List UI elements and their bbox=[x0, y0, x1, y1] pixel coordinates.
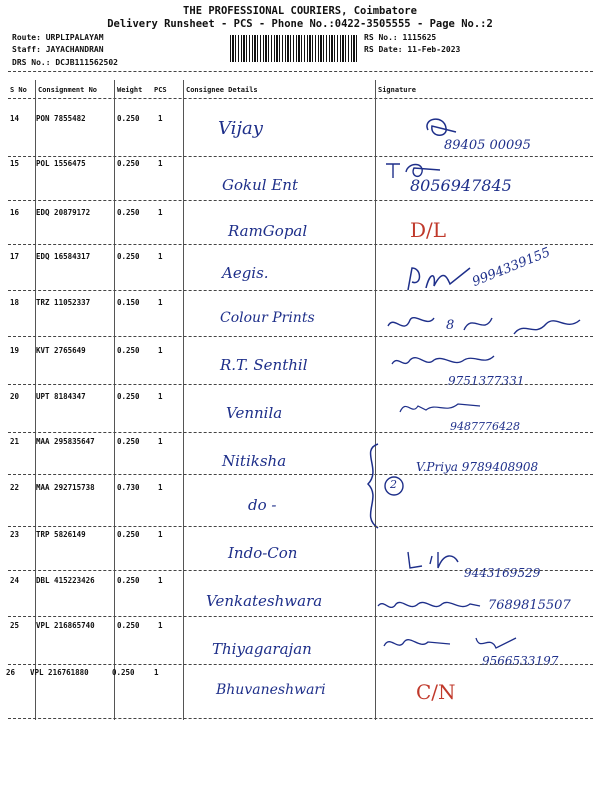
row-pcs: 1 bbox=[158, 298, 163, 307]
row-consignment: MAA 292715738 bbox=[36, 483, 95, 492]
row-pcs: 1 bbox=[158, 621, 163, 630]
column-line bbox=[114, 80, 115, 720]
signature-phone: 9566533197 bbox=[482, 654, 559, 668]
signature-mark: D/L bbox=[410, 218, 447, 242]
row-weight: 0.250 bbox=[117, 159, 140, 168]
signature-phone: 89405 00095 bbox=[444, 138, 531, 153]
row-sno: 17 bbox=[10, 252, 20, 261]
row-divider bbox=[8, 384, 593, 385]
column-header-consignee: Consignee Details bbox=[186, 86, 258, 94]
signature-mark: C/N bbox=[416, 680, 456, 704]
signature-phone: 9994339155 bbox=[470, 245, 553, 290]
row-divider bbox=[8, 570, 593, 571]
signature-phone: 9751377331 bbox=[448, 374, 525, 388]
row-pcs: 1 bbox=[158, 483, 163, 492]
signature-scribble bbox=[380, 632, 520, 656]
row-weight: 0.250 bbox=[117, 114, 140, 123]
column-header-signature: Signature bbox=[378, 86, 416, 94]
row-consignment: KVT 2765649 bbox=[36, 346, 86, 355]
row-consignment: MAA 295835647 bbox=[36, 437, 95, 446]
signature-phone: 8056947845 bbox=[410, 176, 512, 195]
rs-date: RS Date: 11-Feb-2023 bbox=[364, 45, 461, 54]
column-line bbox=[183, 80, 184, 720]
row-divider bbox=[8, 336, 593, 337]
row-divider bbox=[8, 474, 593, 475]
row-weight: 0.730 bbox=[117, 483, 140, 492]
row-consignment: VPL 216761880 bbox=[30, 668, 89, 677]
consignee-name: Aegis. bbox=[222, 264, 269, 282]
row-pcs: 1 bbox=[158, 208, 163, 217]
consignee-name: Bhuvaneshwari bbox=[216, 682, 326, 698]
row-divider bbox=[8, 244, 593, 245]
row-pcs: 1 bbox=[158, 437, 163, 446]
consignee-name: Venkateshwara bbox=[206, 592, 323, 610]
consignee-name: Nitiksha bbox=[222, 452, 287, 470]
drs-number: DRS No.: DCJB111562502 bbox=[12, 58, 118, 67]
signature-scribble bbox=[404, 548, 464, 572]
column-header-consignment: Consignment No bbox=[38, 86, 98, 94]
brace-mark bbox=[358, 440, 418, 532]
row-divider bbox=[8, 664, 593, 665]
row-divider bbox=[8, 156, 593, 157]
row-divider bbox=[8, 616, 593, 617]
row-weight: 0.250 bbox=[117, 530, 140, 539]
column-header-sno: S No bbox=[10, 86, 27, 94]
signature-scribble bbox=[384, 308, 584, 344]
route-label: Route: URPLIPALAYAM bbox=[12, 33, 104, 42]
row-weight: 0.250 bbox=[117, 392, 140, 401]
row-divider bbox=[8, 718, 593, 719]
company-name: THE PROFESSIONAL COURIERS, Coimbatore bbox=[183, 5, 417, 17]
consignee-name: Indo-Con bbox=[228, 544, 298, 562]
row-pcs: 1 bbox=[158, 252, 163, 261]
row-weight: 0.250 bbox=[117, 252, 140, 261]
runsheet-title: Delivery Runsheet - PCS - Phone No.:0422-3505555 - Page No.:2 bbox=[107, 18, 493, 30]
signature-scribble bbox=[376, 596, 486, 616]
row-sno: 22 bbox=[10, 483, 20, 492]
row-sno: 21 bbox=[10, 437, 20, 446]
signature-phone: V.Priya 9789408908 bbox=[416, 460, 539, 474]
column-header-weight: Weight bbox=[117, 86, 143, 94]
signature-scribble bbox=[420, 112, 460, 142]
row-consignment: POL 1556475 bbox=[36, 159, 86, 168]
row-sno: 16 bbox=[10, 208, 20, 217]
row-sno: 26 bbox=[6, 668, 16, 677]
row-weight: 0.250 bbox=[117, 208, 140, 217]
consignee-name: Gokul Ent bbox=[222, 176, 298, 194]
row-weight: 0.250 bbox=[112, 668, 135, 677]
row-weight: 0.250 bbox=[117, 576, 140, 585]
row-pcs: 1 bbox=[154, 668, 159, 677]
row-consignment: PON 7855482 bbox=[36, 114, 86, 123]
signature-scribble bbox=[390, 350, 500, 374]
row-sno: 19 bbox=[10, 346, 20, 355]
row-divider bbox=[8, 290, 593, 291]
row-divider bbox=[8, 526, 593, 527]
row-consignment: TRP 5826149 bbox=[36, 530, 86, 539]
divider bbox=[8, 98, 593, 99]
consignee-name: R.T. Senthil bbox=[220, 356, 308, 374]
row-consignment: UPT 8184347 bbox=[36, 392, 86, 401]
row-sno: 25 bbox=[10, 621, 20, 630]
staff-label: Staff: JAYACHANDRAN bbox=[12, 45, 104, 54]
row-consignment: DBL 415223426 bbox=[36, 576, 95, 585]
row-sno: 15 bbox=[10, 159, 20, 168]
signature-phone: 9487776428 bbox=[450, 420, 520, 433]
consignee-name: Colour Prints bbox=[220, 310, 315, 326]
row-consignment: TRZ 11052337 bbox=[36, 298, 91, 307]
row-pcs: 1 bbox=[158, 159, 163, 168]
row-sno: 18 bbox=[10, 298, 20, 307]
row-pcs: 1 bbox=[158, 530, 163, 539]
row-consignment: EDQ 20879172 bbox=[36, 208, 91, 217]
row-weight: 0.150 bbox=[117, 298, 140, 307]
consignee-name: do - bbox=[248, 496, 277, 514]
barcode bbox=[230, 35, 358, 62]
row-sno: 24 bbox=[10, 576, 20, 585]
signature-scribble bbox=[396, 396, 486, 418]
row-pcs: 1 bbox=[158, 392, 163, 401]
row-consignment: EDQ 16584317 bbox=[36, 252, 91, 261]
row-weight: 0.250 bbox=[117, 437, 140, 446]
column-line bbox=[375, 80, 376, 720]
circled-number: 2 bbox=[390, 478, 397, 491]
row-pcs: 1 bbox=[158, 576, 163, 585]
row-pcs: 1 bbox=[158, 346, 163, 355]
signature-mark: 8 bbox=[446, 318, 455, 333]
row-weight: 0.250 bbox=[117, 621, 140, 630]
consignee-name: Thiyagarajan bbox=[212, 640, 312, 658]
row-divider bbox=[8, 200, 593, 201]
rs-number: RS No.: 1115625 bbox=[364, 33, 437, 42]
consignee-name: RamGopal bbox=[228, 222, 308, 240]
row-consignment: VPL 216865740 bbox=[36, 621, 95, 630]
row-divider bbox=[8, 432, 593, 433]
consignee-name: Vijay bbox=[218, 118, 263, 139]
consignee-name: Vennila bbox=[226, 404, 283, 422]
row-sno: 20 bbox=[10, 392, 20, 401]
row-weight: 0.250 bbox=[117, 346, 140, 355]
signature-scribble bbox=[384, 158, 444, 182]
column-header-pcs: PCS bbox=[154, 86, 167, 94]
signature-phone: 7689815507 bbox=[488, 598, 571, 613]
signature-phone: 9443169529 bbox=[464, 566, 541, 580]
divider bbox=[8, 71, 593, 72]
row-pcs: 1 bbox=[158, 114, 163, 123]
row-sno: 14 bbox=[10, 114, 20, 123]
row-sno: 23 bbox=[10, 530, 20, 539]
